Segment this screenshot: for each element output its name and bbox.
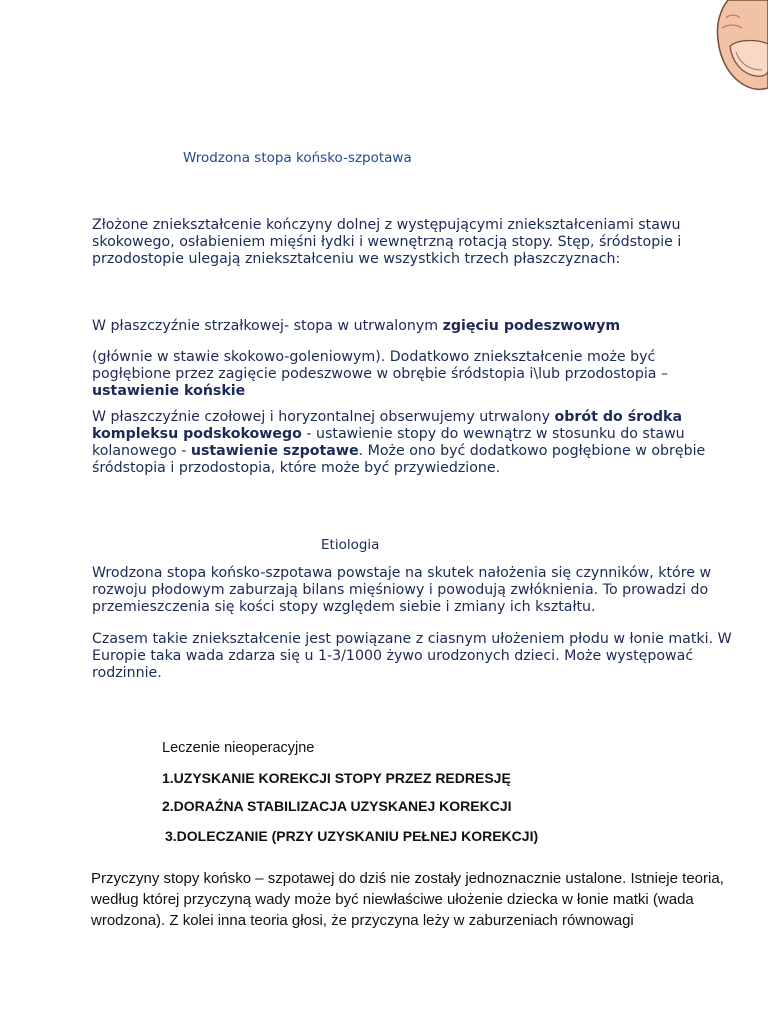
sagittal-paragraph bbox=[92, 318, 732, 335]
treatment-title: Leczenie nieoperacyjne bbox=[162, 740, 315, 756]
document-title: Wrodzona stopa końsko-szpotawa bbox=[183, 150, 412, 166]
sagittal-text: W płaszczyźnie strzałkowej- stopa w utrwalonym bbox=[92, 318, 443, 334]
sagittal-detail-bold: ustawienie końskie bbox=[92, 383, 246, 399]
finger-illustration-icon bbox=[706, 0, 768, 96]
frontal-text-2: - ustawienie stopy do wewnątrz w stosunku do stawu kolanowego - bbox=[92, 426, 685, 459]
sagittal-detail-text: (głównie w stawie skokowo-goleniowym). Dodatkowo zniekształcenie może być pogłębione przez zagięcie podeszwowe w obrębie śródstopia i\lub przodostopia – bbox=[92, 349, 669, 382]
frontal-paragraph bbox=[92, 409, 732, 477]
frontal-bold-1: obrót do środka kompleksu podskokowego bbox=[92, 409, 683, 442]
etiology-heading: Etiologia bbox=[321, 537, 380, 553]
causes-paragraph: Przyczyny stopy końsko – szpotawej do dziś nie zostały jednoznacznie ustalone. Istnieje teoria, według której przyczyną wady może być niewłaściwe ułożenie dziecka w łonie matki (wada wrodzona). Z kolei inna teoria głosi, że przyczyna leży w zaburzeniach równowagi bbox=[91, 870, 724, 929]
treatment-item-2: 2.DORAŹNA STABILIZACJA UZYSKANEJ KOREKCJI bbox=[162, 798, 512, 814]
sagittal-detail-paragraph bbox=[92, 349, 732, 400]
frontal-text-1: W płaszczyźnie czołowej i horyzontalnej obserwujemy utrwalony bbox=[92, 409, 555, 425]
treatment-item-1: 1.UZYSKANIE KOREKCJI STOPY PRZEZ REDRESJĘ bbox=[162, 770, 511, 786]
frontal-bold-2: ustawienie szpotawe bbox=[190, 443, 359, 459]
treatment-item-3: 3.DOLECZANIE (PRZY UZYSKANIU PEŁNEJ KOREKCJI) bbox=[165, 828, 539, 844]
frontal-text-3: . Może ono być dodatkowo pogłębione w obrębie śródstopia i przodostopia, które może być przywiedzione. bbox=[92, 443, 706, 476]
etiology-paragraph-1: Wrodzona stopa końsko-szpotawa powstaje na skutek nałożenia się czynników, które w rozwoju płodowym zaburzają bilans mięśniowy i powodują zwłóknienia. To prowadzi do przemieszczenia się kości stopy względem siebie i zmiany ich kształtu. bbox=[92, 565, 712, 615]
intro-paragraph: Złożone zniekształcenie kończyny dolnej z występującymi zniekształceniami stawu skokowego, osłabieniem mięśni łydki i wewnętrzną rotacją stopy. Stęp, śródstopie i przodostopie ulegają zniekształceniu we wszystkich trzech płaszczyznach: bbox=[92, 217, 682, 267]
etiology-paragraph-2: Czasem takie zniekształcenie jest powiązane z ciasnym ułożeniem płodu w łonie matki. W Europie taka wada zdarza się u 1-3/1000 żywo urodzonych dzieci. Może występować rodzinnie. bbox=[92, 631, 732, 681]
sagittal-bold: zgięciu podeszwowym bbox=[442, 318, 621, 334]
